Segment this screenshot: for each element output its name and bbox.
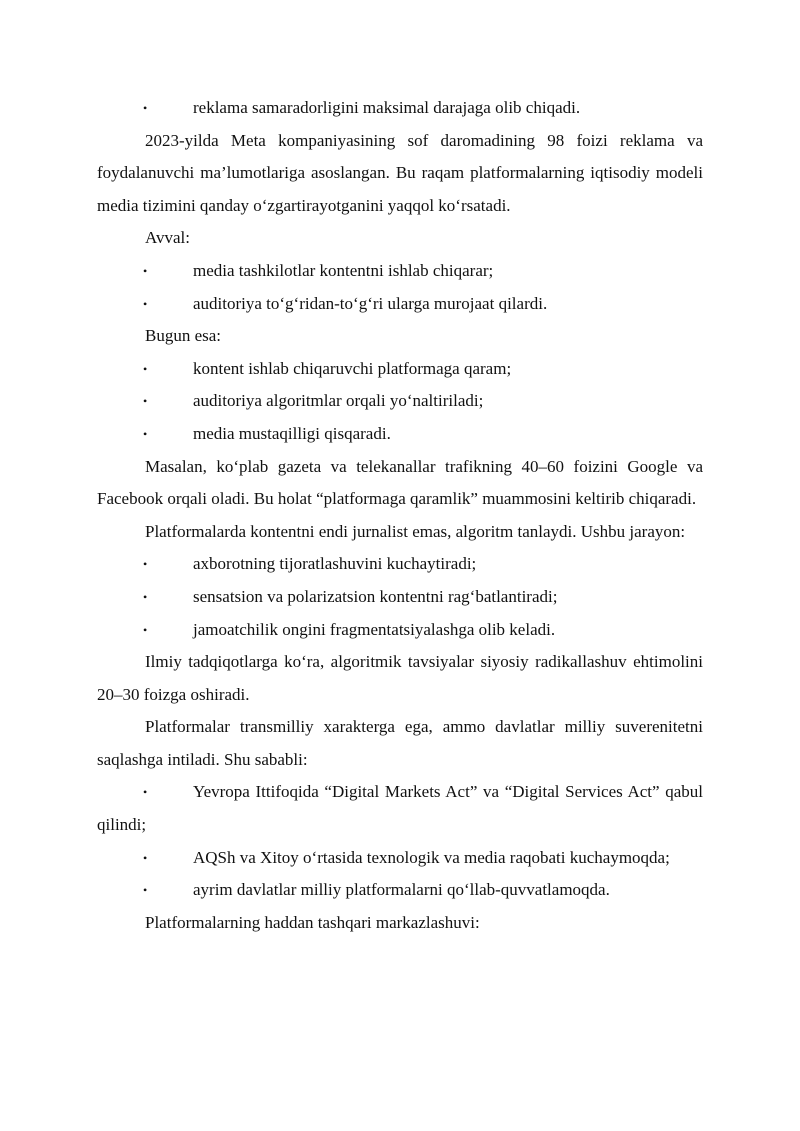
list-item <box>97 614 703 647</box>
bullet-icon: • <box>143 589 148 604</box>
list-item-text: jamoatchilik ongini fragmentatsiyalashga olib keladi. <box>193 619 556 639</box>
list-item-text: kontent ishlab chiqaruvchi platformaga qaram; <box>193 358 512 378</box>
list-item-text: AQSh va Xitoy o‘rtasida texnologik va media raqobati kuchaymoqda; <box>193 847 670 867</box>
list-item <box>97 776 703 841</box>
list-item <box>97 353 703 386</box>
document-page <box>97 92 703 939</box>
paragraph: Platformalarda kontentni endi jurnalist emas, algoritm tanlaydi. Ushbu jarayon: <box>145 521 686 541</box>
paragraph: Ilmiy tadqiqotlarga ko‘ra, algoritmik tavsiyalar siyosiy radikallashuv ehtimolini 20–30 foizga oshiradi. <box>97 652 703 704</box>
bullet-icon: • <box>143 883 148 898</box>
list-item <box>97 874 703 907</box>
bullet-icon: • <box>143 850 148 865</box>
list-item <box>97 288 703 321</box>
bullet-icon: • <box>143 263 148 278</box>
bullet-icon: • <box>143 785 148 800</box>
list-item-text: Yevropa Ittifoqida “Digital Markets Act” va “Digital Services Act” qabul qilindi; <box>97 782 703 835</box>
list-item <box>97 842 703 875</box>
list-item-text: sensatsion va polarizatsion kontentni rag‘batlantiradi; <box>193 586 558 606</box>
list-item-text: reklama samaradorligini maksimal darajaga olib chiqadi. <box>193 98 581 117</box>
bullet-icon: • <box>143 622 148 637</box>
bullet-icon: • <box>143 296 148 311</box>
list-item-text: ayrim davlatlar milliy platformalarni qo‘llab-quvvatlamoqda. <box>193 880 610 900</box>
bullet-icon: • <box>143 394 148 409</box>
paragraph: 2023-yilda Meta kompaniyasining sof daromadining 98 foizi reklama va foydalanuvchi ma’lumotlariga asoslangan. Bu raqam platformalarning iqtisodiy modeli media tizimini qanday o‘zgartirayotganini yaqqol ko‘rsatadi. <box>97 130 703 215</box>
list-item <box>97 385 703 418</box>
list-item-text: media mustaqilligi qisqaradi. <box>193 423 391 443</box>
list-item <box>97 92 703 125</box>
list-item-text: auditoriya algoritmlar orqali yo‘naltiriladi; <box>193 391 484 411</box>
list-item <box>97 255 703 288</box>
paragraph: Bugun esa: <box>145 326 222 346</box>
bullet-icon: • <box>143 101 148 115</box>
list-item-text: auditoriya to‘g‘ridan-to‘g‘ri ularga murojaat qilardi. <box>193 293 548 313</box>
paragraph: Platformalarning haddan tashqari markazlashuvi: <box>145 912 480 932</box>
paragraph: Avval: <box>145 228 191 248</box>
list-item <box>97 548 703 581</box>
paragraph: Masalan, ko‘plab gazeta va telekanallar trafikning 40–60 foizini Google va Facebook orqali oladi. Bu holat “platformaga qaramlik” muammosini keltirib chiqaradi. <box>97 456 703 509</box>
list-item-text: axborotning tijoratlashuvini kuchaytiradi; <box>193 554 477 574</box>
list-item <box>97 581 703 614</box>
list-item <box>97 418 703 451</box>
list-item-text: media tashkilotlar kontentni ishlab chiqarar; <box>193 260 494 280</box>
paragraph: Platformalar transmilliy xarakterga ega, ammo davlatlar milliy suverenitetni saqlashga intiladi. Shu sababli: <box>97 717 703 769</box>
bullet-icon: • <box>143 426 148 441</box>
bullet-icon: • <box>143 361 148 376</box>
bullet-icon: • <box>143 557 148 572</box>
